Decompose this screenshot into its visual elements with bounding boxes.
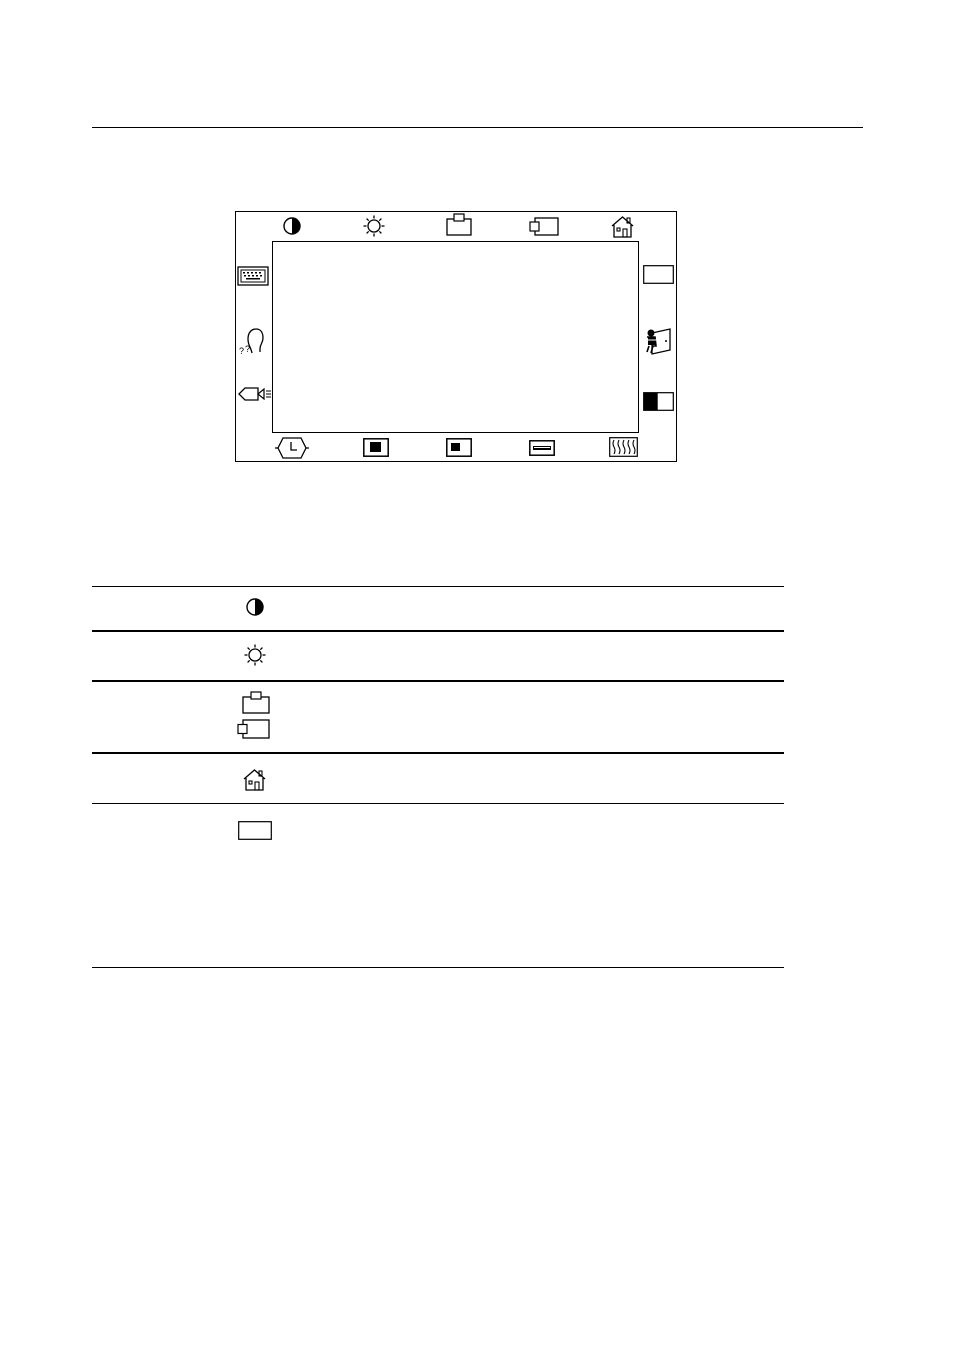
recall-home-icon	[610, 215, 635, 238]
blank-box-icon	[643, 265, 674, 284]
horizontal-size-icon	[529, 440, 555, 456]
svg-text:?: ?	[245, 344, 251, 354]
clock-icon	[274, 436, 310, 460]
vertical-position-icon	[446, 213, 472, 236]
header-rule	[92, 127, 863, 128]
table-rule-top	[92, 586, 784, 587]
color-balance-icon	[643, 392, 674, 411]
keyboard-icon	[237, 266, 269, 286]
vertical-position-icon	[242, 691, 270, 714]
language-icon	[238, 327, 266, 355]
table-rule	[92, 803, 784, 804]
contrast-icon	[245, 597, 265, 617]
exit-door-icon	[644, 328, 672, 355]
blank-box-icon	[238, 821, 272, 840]
recall-home-icon	[242, 768, 267, 791]
table-rule-bottom	[92, 967, 784, 968]
brightness-icon	[363, 215, 385, 237]
table-rule	[92, 680, 784, 682]
osd-screen-area	[272, 241, 639, 433]
horizontal-position-icon	[529, 217, 559, 236]
contrast-icon	[282, 216, 302, 236]
table-rule	[92, 630, 784, 632]
size-large-icon	[363, 438, 389, 457]
size-small-icon	[446, 438, 472, 457]
table-rule	[92, 752, 784, 754]
brightness-icon	[244, 644, 266, 666]
input-select-icon	[238, 386, 272, 402]
moire-icon	[609, 437, 638, 457]
horizontal-position-icon	[237, 719, 270, 739]
svg-text:?: ?	[239, 346, 245, 356]
